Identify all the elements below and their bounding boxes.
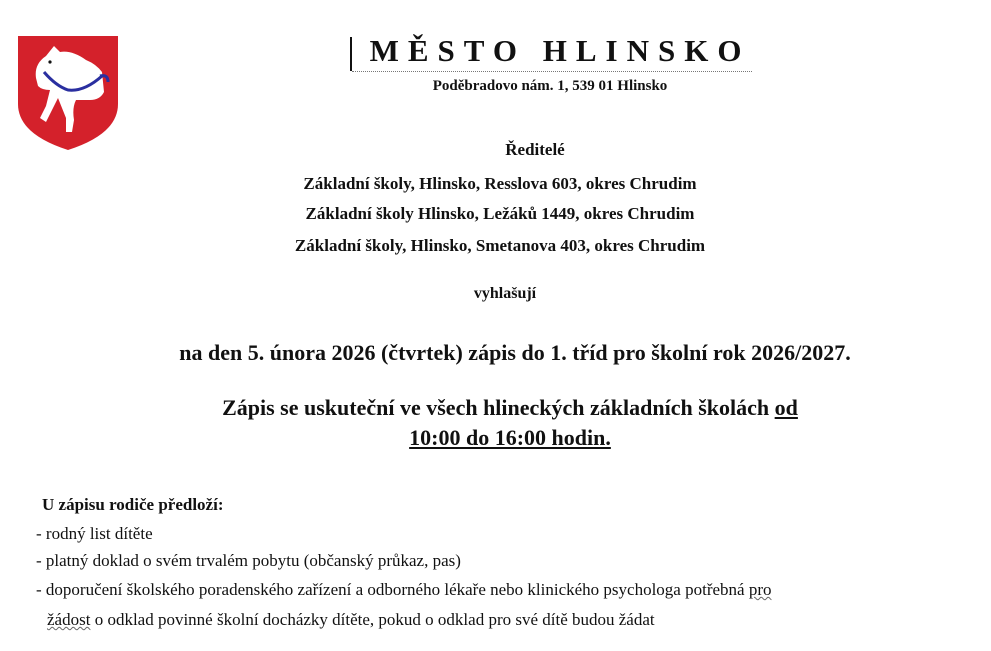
requirement-text: o odklad povinné školní docházky dítěte, pokud o odklad pro své dítě budou žádat [90, 610, 655, 629]
time-line [60, 425, 960, 451]
city-name-heading [340, 33, 780, 69]
venue-text: Zápis se uskuteční ve všech hlineckých základních školách [222, 395, 775, 420]
spellcheck-word: pro [748, 580, 772, 599]
requirement-item-continued [47, 610, 655, 630]
time-text: 10:00 do 16:00 hodin. [409, 425, 611, 450]
coat-of-arms-icon [16, 34, 120, 152]
venue-underlined-word: od [774, 395, 798, 420]
requirements-heading: U zápisu rodiče předloží: [42, 495, 224, 514]
requirement-item [36, 580, 772, 600]
city-name-text: MĚSTO HLINSKO [369, 33, 751, 68]
venue-line [60, 395, 960, 421]
school-line: Základní školy, Hlinsko, Resslova 603, okres Chrudim [303, 174, 697, 193]
spellcheck-word: žádost [47, 610, 91, 629]
announce-text: vyhlašují [473, 285, 537, 302]
directors-heading: Ředitelé [505, 140, 565, 159]
spellcheck-underline [352, 71, 752, 72]
city-address: Poděbradovo nám. 1, 539 01 Hlinsko [432, 78, 668, 94]
requirement-text: - doporučení školského poradenského zařízení a odborného lékaře nebo klinického psychologa potřebná [36, 580, 749, 599]
enrollment-date-line: na den 5. února 2026 (čtvrtek) zápis do 1. tříd pro školní rok 2026/2027. [179, 340, 851, 365]
text-cursor [350, 37, 352, 71]
requirement-item: - platný doklad o svém trvalém pobytu (občanský průkaz, pas) [36, 551, 461, 570]
school-line: Základní školy Hlinsko, Ležáků 1449, okres Chrudim [305, 204, 695, 223]
requirement-item: - rodný list dítěte [36, 524, 153, 543]
school-line: Základní školy, Hlinsko, Smetanova 403, okres Chrudim [294, 236, 706, 255]
